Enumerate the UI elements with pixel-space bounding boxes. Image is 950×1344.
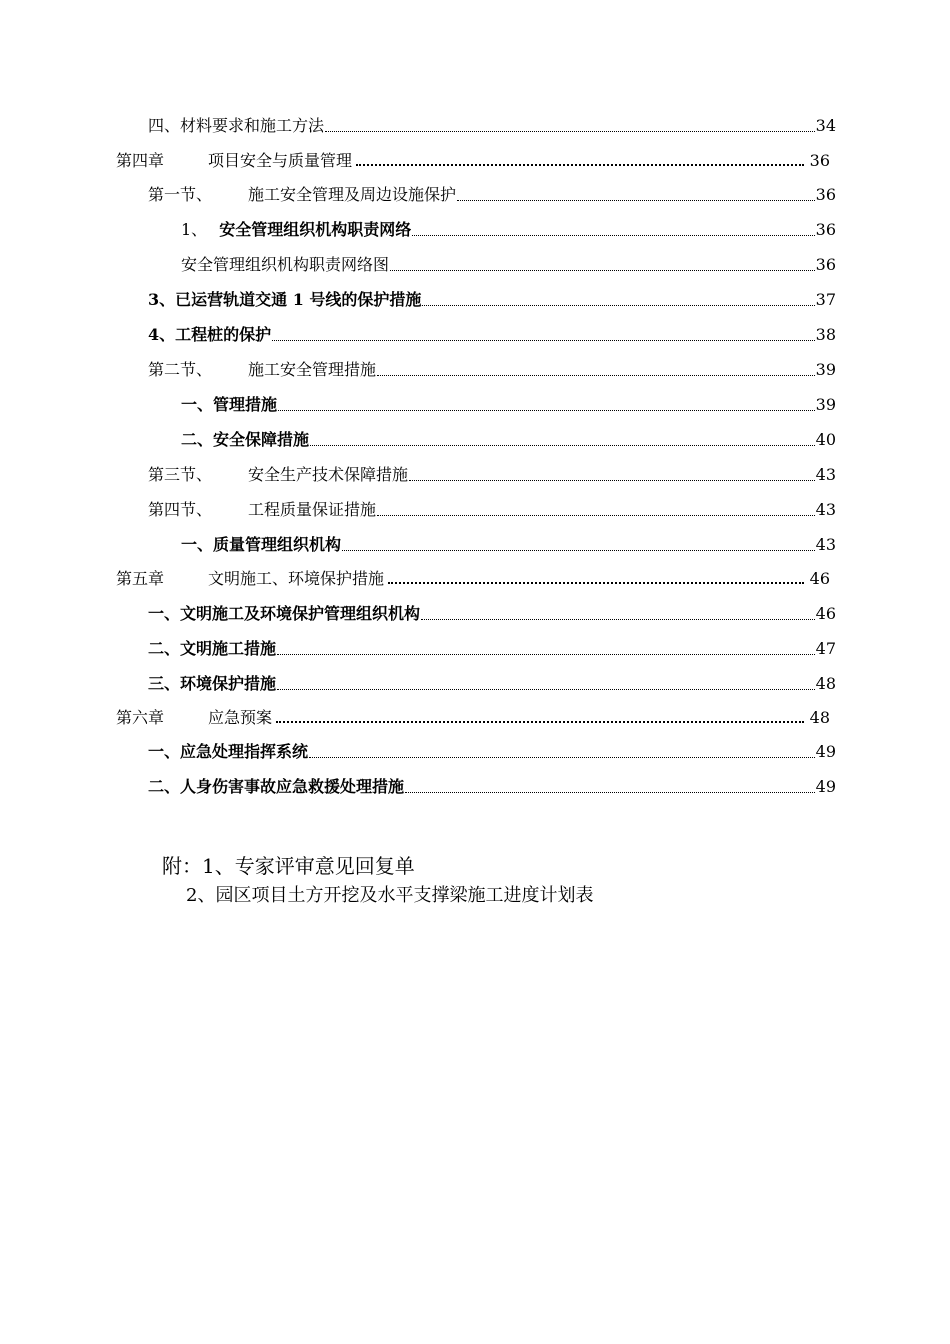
toc-dot-leader (388, 582, 804, 584)
toc-dot-leader (409, 480, 815, 481)
toc-page-number: 49 (815, 777, 836, 796)
toc-entry[interactable] (181, 219, 836, 241)
toc-entry[interactable] (148, 603, 836, 625)
toc-dot-leader (309, 757, 815, 758)
toc-chapter-entry[interactable] (116, 707, 830, 729)
toc-page-number: 36 (815, 185, 836, 204)
toc-page-number: 49 (815, 742, 836, 761)
toc-chapter-entry[interactable] (116, 150, 830, 172)
toc-entry-title: 一、文明施工及环境保护管理组织机构 (148, 604, 421, 623)
toc-entry[interactable] (148, 324, 836, 346)
toc-page-number: 43 (815, 465, 836, 484)
toc-entry[interactable] (148, 115, 836, 137)
toc-dot-leader (390, 270, 815, 271)
toc-page-number: 48 (809, 708, 830, 727)
toc-page-number: 39 (815, 395, 836, 414)
toc-entry-title: 4、工程桩的保护 (148, 325, 272, 344)
toc-chapter-number: 第五章 (116, 569, 165, 588)
toc-section-entry[interactable] (148, 359, 836, 381)
toc-chapter-entry[interactable] (116, 568, 830, 590)
toc-dot-leader (412, 235, 814, 236)
toc-section-number: 第一节、 (148, 185, 213, 204)
toc-entry-title: 施工安全管理措施 (248, 360, 377, 379)
toc-item-number: 1、 (181, 220, 208, 239)
toc-section-number: 第二节、 (148, 360, 213, 379)
toc-entry-title: 二、文明施工措施 (148, 639, 277, 658)
toc-entry-title: 应急预案 (208, 708, 273, 727)
toc-page-number: 36 (815, 255, 836, 274)
toc-section-number: 第四节、 (148, 500, 213, 519)
appendix-line-1: 附：1、专家评审意见回复单 (162, 854, 415, 878)
toc-dot-leader (356, 164, 804, 166)
toc-section-entry[interactable] (148, 184, 836, 206)
toc-page-number: 48 (815, 674, 836, 693)
toc-page-number: 43 (815, 500, 836, 519)
toc-page-number: 39 (815, 360, 836, 379)
toc-entry-title: 安全管理组织机构职责网络图 (181, 255, 390, 274)
toc-entry-title: 一、质量管理组织机构 (181, 535, 342, 554)
toc-entry-title: 一、管理措施 (181, 395, 278, 414)
toc-chapter-number: 第六章 (116, 708, 165, 727)
toc-section-entry[interactable] (148, 464, 836, 486)
toc-entry-title: 二、安全保障措施 (181, 430, 310, 449)
toc-entry-title: 一、应急处理指挥系统 (148, 742, 309, 761)
toc-chapter-number: 第四章 (116, 151, 165, 170)
toc-entry[interactable] (148, 673, 836, 695)
toc-section-entry[interactable] (148, 499, 836, 521)
toc-dot-leader (277, 689, 815, 690)
toc-entry-title: 施工安全管理及周边设施保护 (248, 185, 457, 204)
toc-dot-leader (405, 792, 815, 793)
toc-entry[interactable] (148, 289, 836, 311)
toc-entry[interactable] (148, 638, 836, 660)
toc-entry-title: 文明施工、环境保护措施 (208, 569, 385, 588)
toc-dot-leader (325, 131, 815, 132)
toc-entry[interactable] (181, 429, 836, 451)
toc-dot-leader (276, 721, 804, 723)
toc-entry-title: 二、人身伤害事故应急救援处理措施 (148, 777, 405, 796)
toc-entry-title: 安全生产技术保障措施 (248, 465, 409, 484)
toc-dot-leader (277, 654, 815, 655)
toc-dot-leader (421, 619, 815, 620)
toc-page-number: 46 (809, 569, 830, 588)
toc-entry[interactable] (181, 394, 836, 416)
toc-page-number: 47 (815, 639, 836, 658)
toc-entry-title: 3、已运营轨道交通 1 号线的保护措施 (148, 290, 422, 309)
toc-dot-leader (310, 445, 815, 446)
toc-entry[interactable] (181, 534, 836, 556)
toc-page-number: 46 (815, 604, 836, 623)
toc-page-number: 36 (815, 220, 836, 239)
toc-dot-leader (278, 410, 815, 411)
toc-entry-title: 三、环境保护措施 (148, 674, 277, 693)
toc-page-number: 37 (815, 290, 836, 309)
toc-dot-leader (272, 340, 815, 341)
toc-entry-title: 四、材料要求和施工方法 (148, 116, 325, 135)
toc-dot-leader (342, 550, 815, 551)
toc-page-number: 36 (809, 151, 830, 170)
toc-section-number: 第三节、 (148, 465, 213, 484)
toc-page-number: 38 (815, 325, 836, 344)
toc-entry[interactable] (148, 741, 836, 763)
toc-page-number: 43 (815, 535, 836, 554)
toc-entry[interactable] (181, 254, 836, 276)
appendix-line-2: 2、园区项目土方开挖及水平支撑梁施工进度计划表 (186, 885, 594, 906)
toc-dot-leader (377, 515, 815, 516)
toc-dot-leader (457, 200, 815, 201)
toc-entry-title: 安全管理组织机构职责网络 (219, 220, 412, 239)
toc-page-number: 34 (815, 116, 836, 135)
toc-entry[interactable] (148, 776, 836, 798)
toc-page-number: 40 (815, 430, 836, 449)
toc-dot-leader (377, 375, 815, 376)
toc-dot-leader (422, 305, 814, 306)
toc-entry-title: 项目安全与质量管理 (208, 151, 353, 170)
toc-entry-title: 工程质量保证措施 (248, 500, 377, 519)
